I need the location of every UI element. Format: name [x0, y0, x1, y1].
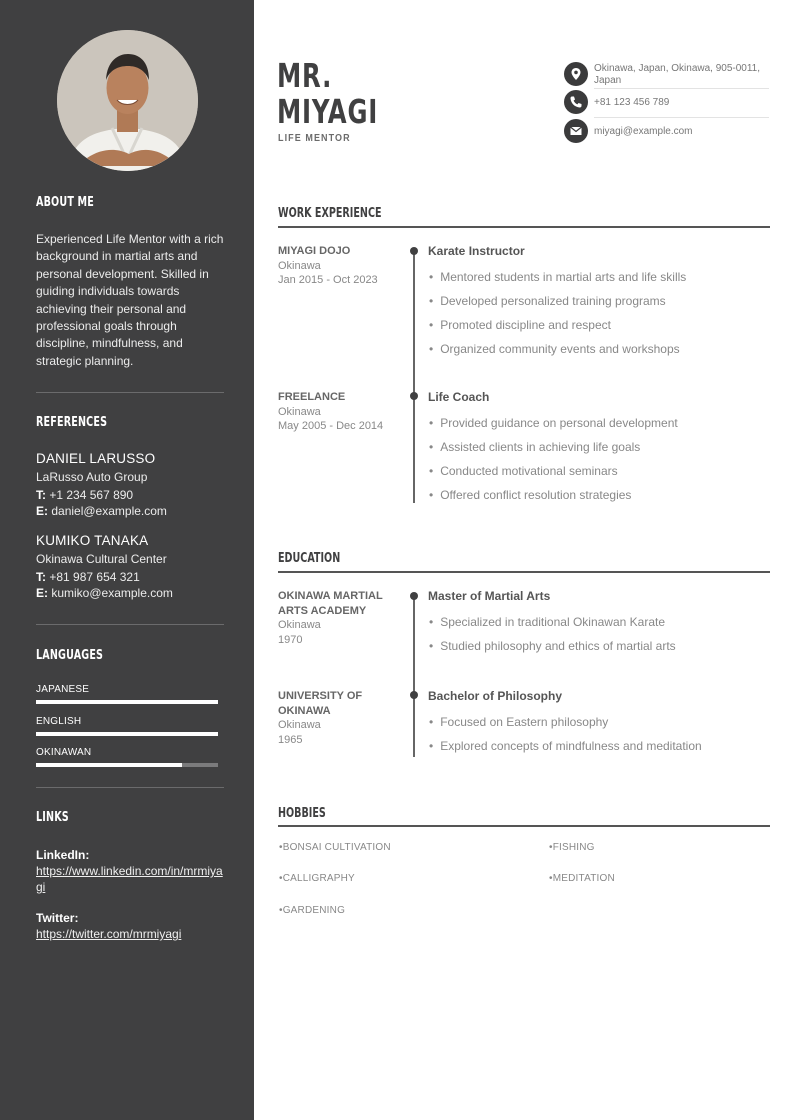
job-title: LIFE MENTOR: [278, 133, 351, 144]
education-heading: EDUCATION: [278, 551, 341, 566]
timeline-dot: [410, 592, 418, 600]
education-org: UNIVERSITY OF OKINAWA Okinawa 1965: [278, 690, 363, 746]
list-item: • Mentored students in martial arts and life skills: [429, 270, 686, 284]
experience-org: MIYAGI DOJO Okinawa Jan 2015 - Oct 2023: [278, 245, 378, 286]
reference-email: E: daniel@example.com: [36, 504, 167, 518]
divider: [594, 117, 769, 118]
divider: [594, 88, 769, 89]
language-name: JAPANESE: [36, 684, 90, 695]
link-item: [36, 910, 224, 942]
language-level: [36, 763, 182, 767]
language-level: [36, 732, 218, 736]
list-item: • Promoted discipline and respect: [429, 318, 611, 332]
experience-heading: WORK EXPERIENCE: [278, 206, 382, 221]
link-item: [36, 847, 224, 895]
divider: [36, 392, 224, 393]
reference-item: [36, 451, 236, 518]
list-item: • Specialized in traditional Okinawan Karate: [429, 615, 665, 629]
hobby-item: • MEDITATION: [549, 873, 615, 884]
references-heading: REFERENCES: [36, 415, 108, 430]
reference-company: LaRusso Auto Group: [36, 470, 148, 484]
language-bar: [36, 732, 218, 736]
email-text[interactable]: miyagi@example.com: [594, 126, 693, 137]
list-item: • Provided guidance on personal development: [429, 416, 678, 430]
list-item: • Conducted motivational seminars: [429, 464, 618, 478]
address-text: Okinawa, Japan, Okinawa, 905-0011, Japan: [594, 63, 761, 86]
reference-name: KUMIKO TANAKA: [36, 533, 149, 548]
education-degree: Master of Martial Arts: [428, 589, 551, 603]
list-item: • Developed personalized training programs: [429, 294, 666, 308]
reference-name: DANIEL LARUSSO: [36, 451, 156, 466]
divider: [36, 624, 224, 625]
language-name: OKINAWAN: [36, 747, 92, 758]
list-item: • Offered conflict resolution strategies: [429, 488, 631, 502]
linkedin-link[interactable]: https://www.linkedin.com/in/mrmiyagi: [36, 864, 223, 894]
hobby-item: • CALLIGRAPHY: [279, 873, 355, 884]
reference-item: [36, 533, 236, 600]
envelope-icon: [564, 119, 588, 143]
education-org: OKINAWA MARTIAL ARTS ACADEMY Okinawa 1970: [278, 590, 383, 646]
timeline-line: [413, 251, 415, 503]
education-degree: Bachelor of Philosophy: [428, 689, 563, 703]
phone-text[interactable]: +81 123 456 789: [594, 97, 670, 108]
twitter-link[interactable]: https://twitter.com/mrmiyagi: [36, 927, 182, 941]
experience-org: FREELANCE Okinawa May 2005 - Dec 2014: [278, 391, 384, 432]
section-rule: [278, 571, 770, 573]
timeline-dot: [410, 392, 418, 400]
divider: [36, 787, 224, 788]
language-item: [36, 684, 218, 704]
location-pin-icon: [564, 62, 588, 86]
sidebar: [0, 0, 254, 1120]
language-bar: [36, 763, 218, 767]
hobby-item: • FISHING: [549, 842, 595, 853]
about-text: Experienced Life Mentor with a rich background in martial arts and personal development. Skilled in guiding individuals towards achieving their personal and professional goals through discipline, mindfulness, and strategic planning.: [36, 232, 224, 368]
language-level: [36, 700, 218, 704]
reference-phone: T: +1 234 567 890: [36, 488, 134, 502]
person-name: MR. MIYAGI: [277, 56, 379, 131]
language-item: [36, 716, 218, 736]
language-item: [36, 747, 218, 767]
section-rule: [278, 825, 770, 827]
list-item: • Studied philosophy and ethics of martial arts: [429, 639, 676, 653]
hobbies-heading: HOBBIES: [278, 806, 326, 821]
about-heading: ABOUT ME: [36, 195, 94, 210]
reference-phone: T: +81 987 654 321: [36, 570, 140, 584]
experience-role: Karate Instructor: [428, 244, 525, 258]
links-heading: LINKS: [36, 810, 69, 825]
timeline-line: [413, 596, 415, 757]
languages-heading: LANGUAGES: [36, 648, 104, 663]
list-item: • Assisted clients in achieving life goals: [429, 440, 640, 454]
reference-company: Okinawa Cultural Center: [36, 552, 167, 566]
language-name: ENGLISH: [36, 716, 82, 727]
timeline-dot: [410, 247, 418, 255]
timeline-dot: [410, 691, 418, 699]
phone-icon: [564, 90, 588, 114]
section-rule: [278, 226, 770, 228]
hobby-item: • BONSAI CULTIVATION: [279, 842, 391, 853]
profile-photo: [57, 30, 198, 171]
link-label: LinkedIn:: [36, 848, 90, 862]
hobby-item: • GARDENING: [279, 905, 345, 916]
list-item: • Explored concepts of mindfulness and meditation: [429, 739, 702, 753]
reference-email: E: kumiko@example.com: [36, 586, 173, 600]
language-bar: [36, 700, 218, 704]
list-item: • Organized community events and workshops: [429, 342, 680, 356]
experience-role: Life Coach: [428, 390, 490, 404]
list-item: • Focused on Eastern philosophy: [429, 715, 608, 729]
link-label: Twitter:: [36, 911, 79, 925]
